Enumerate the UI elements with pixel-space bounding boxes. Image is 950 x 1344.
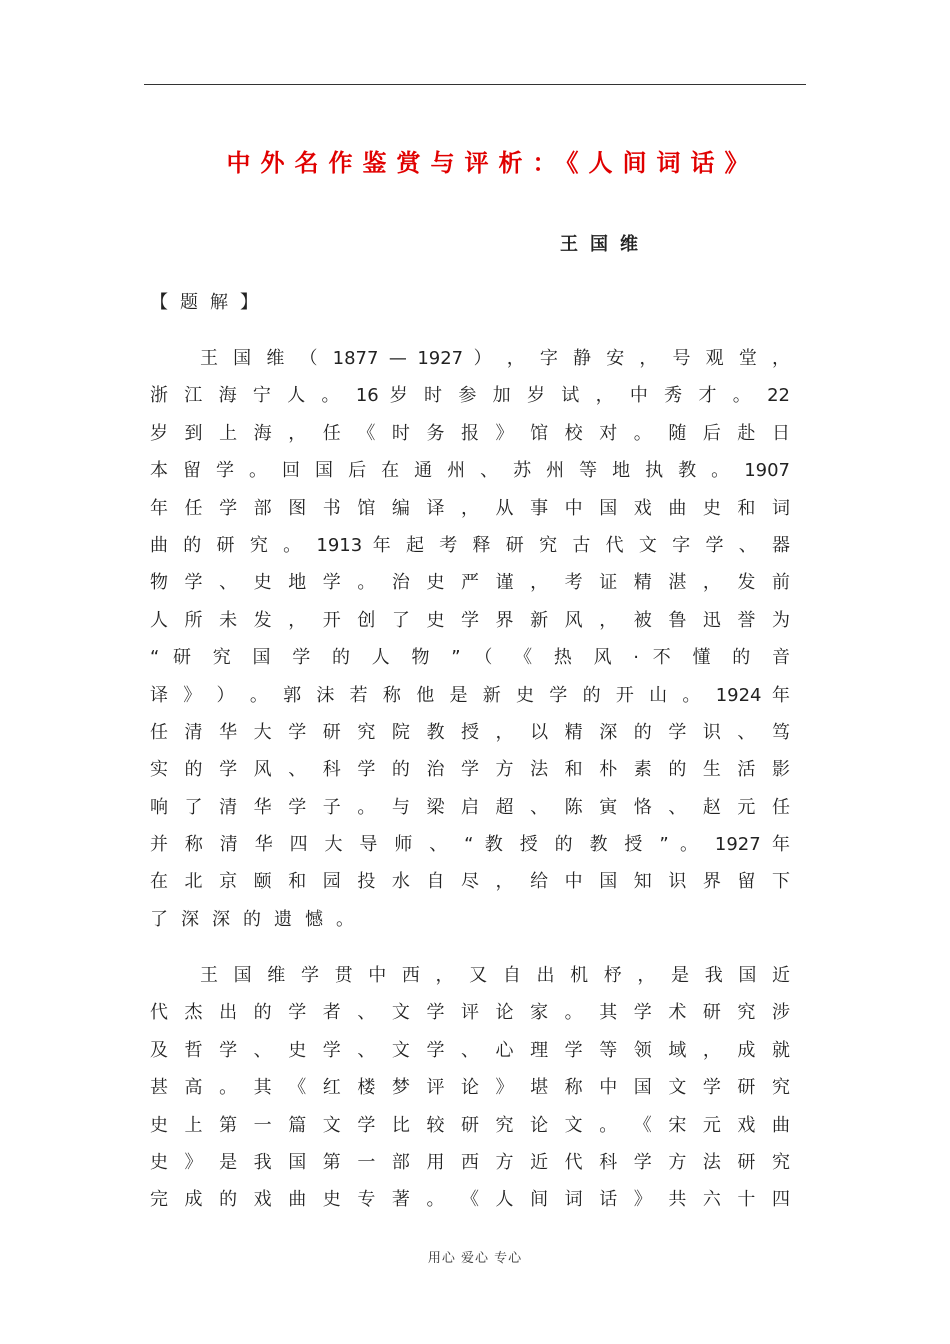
text-line: 了深深的遗憾。 [150, 908, 367, 930]
text-line: “ 研 究 国 学 的 人 物 ” （ 《 热 风 · 不 懂 的 音 [150, 647, 790, 669]
text-line: 王 国 维 （ 1877 — 1927 ） ， 字 静 安 ， 号 观 堂 ， [200, 348, 790, 369]
paragraph-2 [150, 957, 790, 1219]
text-line: 实 的 学 风 、 科 学 的 治 学 方 法 和 朴 素 的 生 活 影 [150, 759, 790, 781]
text-line: 响 了 清 华 学 子 。 与 梁 启 超 、 陈 寅 恪 、 赵 元 任 [150, 796, 790, 818]
text-line: 王 国 维 学 贯 中 西 ， 又 自 出 机 杼 ， 是 我 国 近 [200, 965, 790, 986]
page-title: 中外名作鉴赏与评析：《人间词话》 [226, 148, 759, 177]
text-line: 岁 到 上 海 ， 任 《 时 务 报 》 馆 校 对 。 随 后 赴 日 [150, 422, 790, 444]
text-line: 史 》 是 我 国 第 一 部 用 西 方 近 代 科 学 方 法 研 究 [150, 1151, 790, 1173]
text-line: 完 成 的 戏 曲 史 专 著 。 《 人 间 词 话 》 共 六 十 四 [150, 1189, 790, 1211]
page-footer: 用心 爱心 专心 [427, 1251, 523, 1266]
text-line: 译 》 ） 。 郭 沫 若 称 他 是 新 史 学 的 开 山 。 1924 年 [150, 684, 790, 706]
text-line: 浙 江 海 宁 人 。 16 岁 时 参 加 岁 试 ， 中 秀 才 。 22 [150, 385, 790, 407]
header-rule [144, 84, 806, 85]
text-line: 本 留 学 。 回 国 后 在 通 州 、 苏 州 等 地 执 教 。 1907 [150, 460, 790, 482]
section-heading: 【题解】 [150, 292, 270, 313]
text-line: 史 上 第 一 篇 文 学 比 较 研 究 论 文 。 《 宋 元 戏 曲 [150, 1114, 790, 1136]
text-line: 人 所 未 发 ， 开 创 了 史 学 界 新 风 ， 被 鲁 迅 誉 为 [150, 609, 790, 631]
text-line: 任 清 华 大 学 研 究 院 教 授 ， 以 精 深 的 学 识 、 笃 [150, 721, 790, 743]
text-line: 年 任 学 部 图 书 馆 编 译 ， 从 事 中 国 戏 曲 史 和 词 [150, 497, 790, 519]
text-line: 甚 高 。 其 《 红 楼 梦 评 论 》 堪 称 中 国 文 学 研 究 [150, 1077, 790, 1099]
text-line: 及 哲 学 、 史 学 、 文 学 、 心 理 学 等 领 域 ， 成 就 [150, 1039, 790, 1061]
text-line: 在 北 京 颐 和 园 投 水 自 尽 ， 给 中 国 知 识 界 留 下 [150, 871, 790, 893]
author-name: 王国维 [560, 234, 650, 255]
text-line: 曲 的 研 究 。 1913 年 起 考 释 研 究 古 代 文 字 学 、 器 [150, 534, 790, 556]
text-line: 代 杰 出 的 学 者 、 文 学 评 论 家 。 其 学 术 研 究 涉 [150, 1002, 790, 1024]
paragraph-1 [150, 340, 790, 938]
text-line: 物 学 、 史 地 学 。 治 史 严 谨 ， 考 证 精 湛 ， 发 前 [150, 572, 790, 594]
text-line: 并 称 清 华 四 大 导 师 、 “ 教 授 的 教 授 ” 。 1927 年 [150, 834, 790, 856]
